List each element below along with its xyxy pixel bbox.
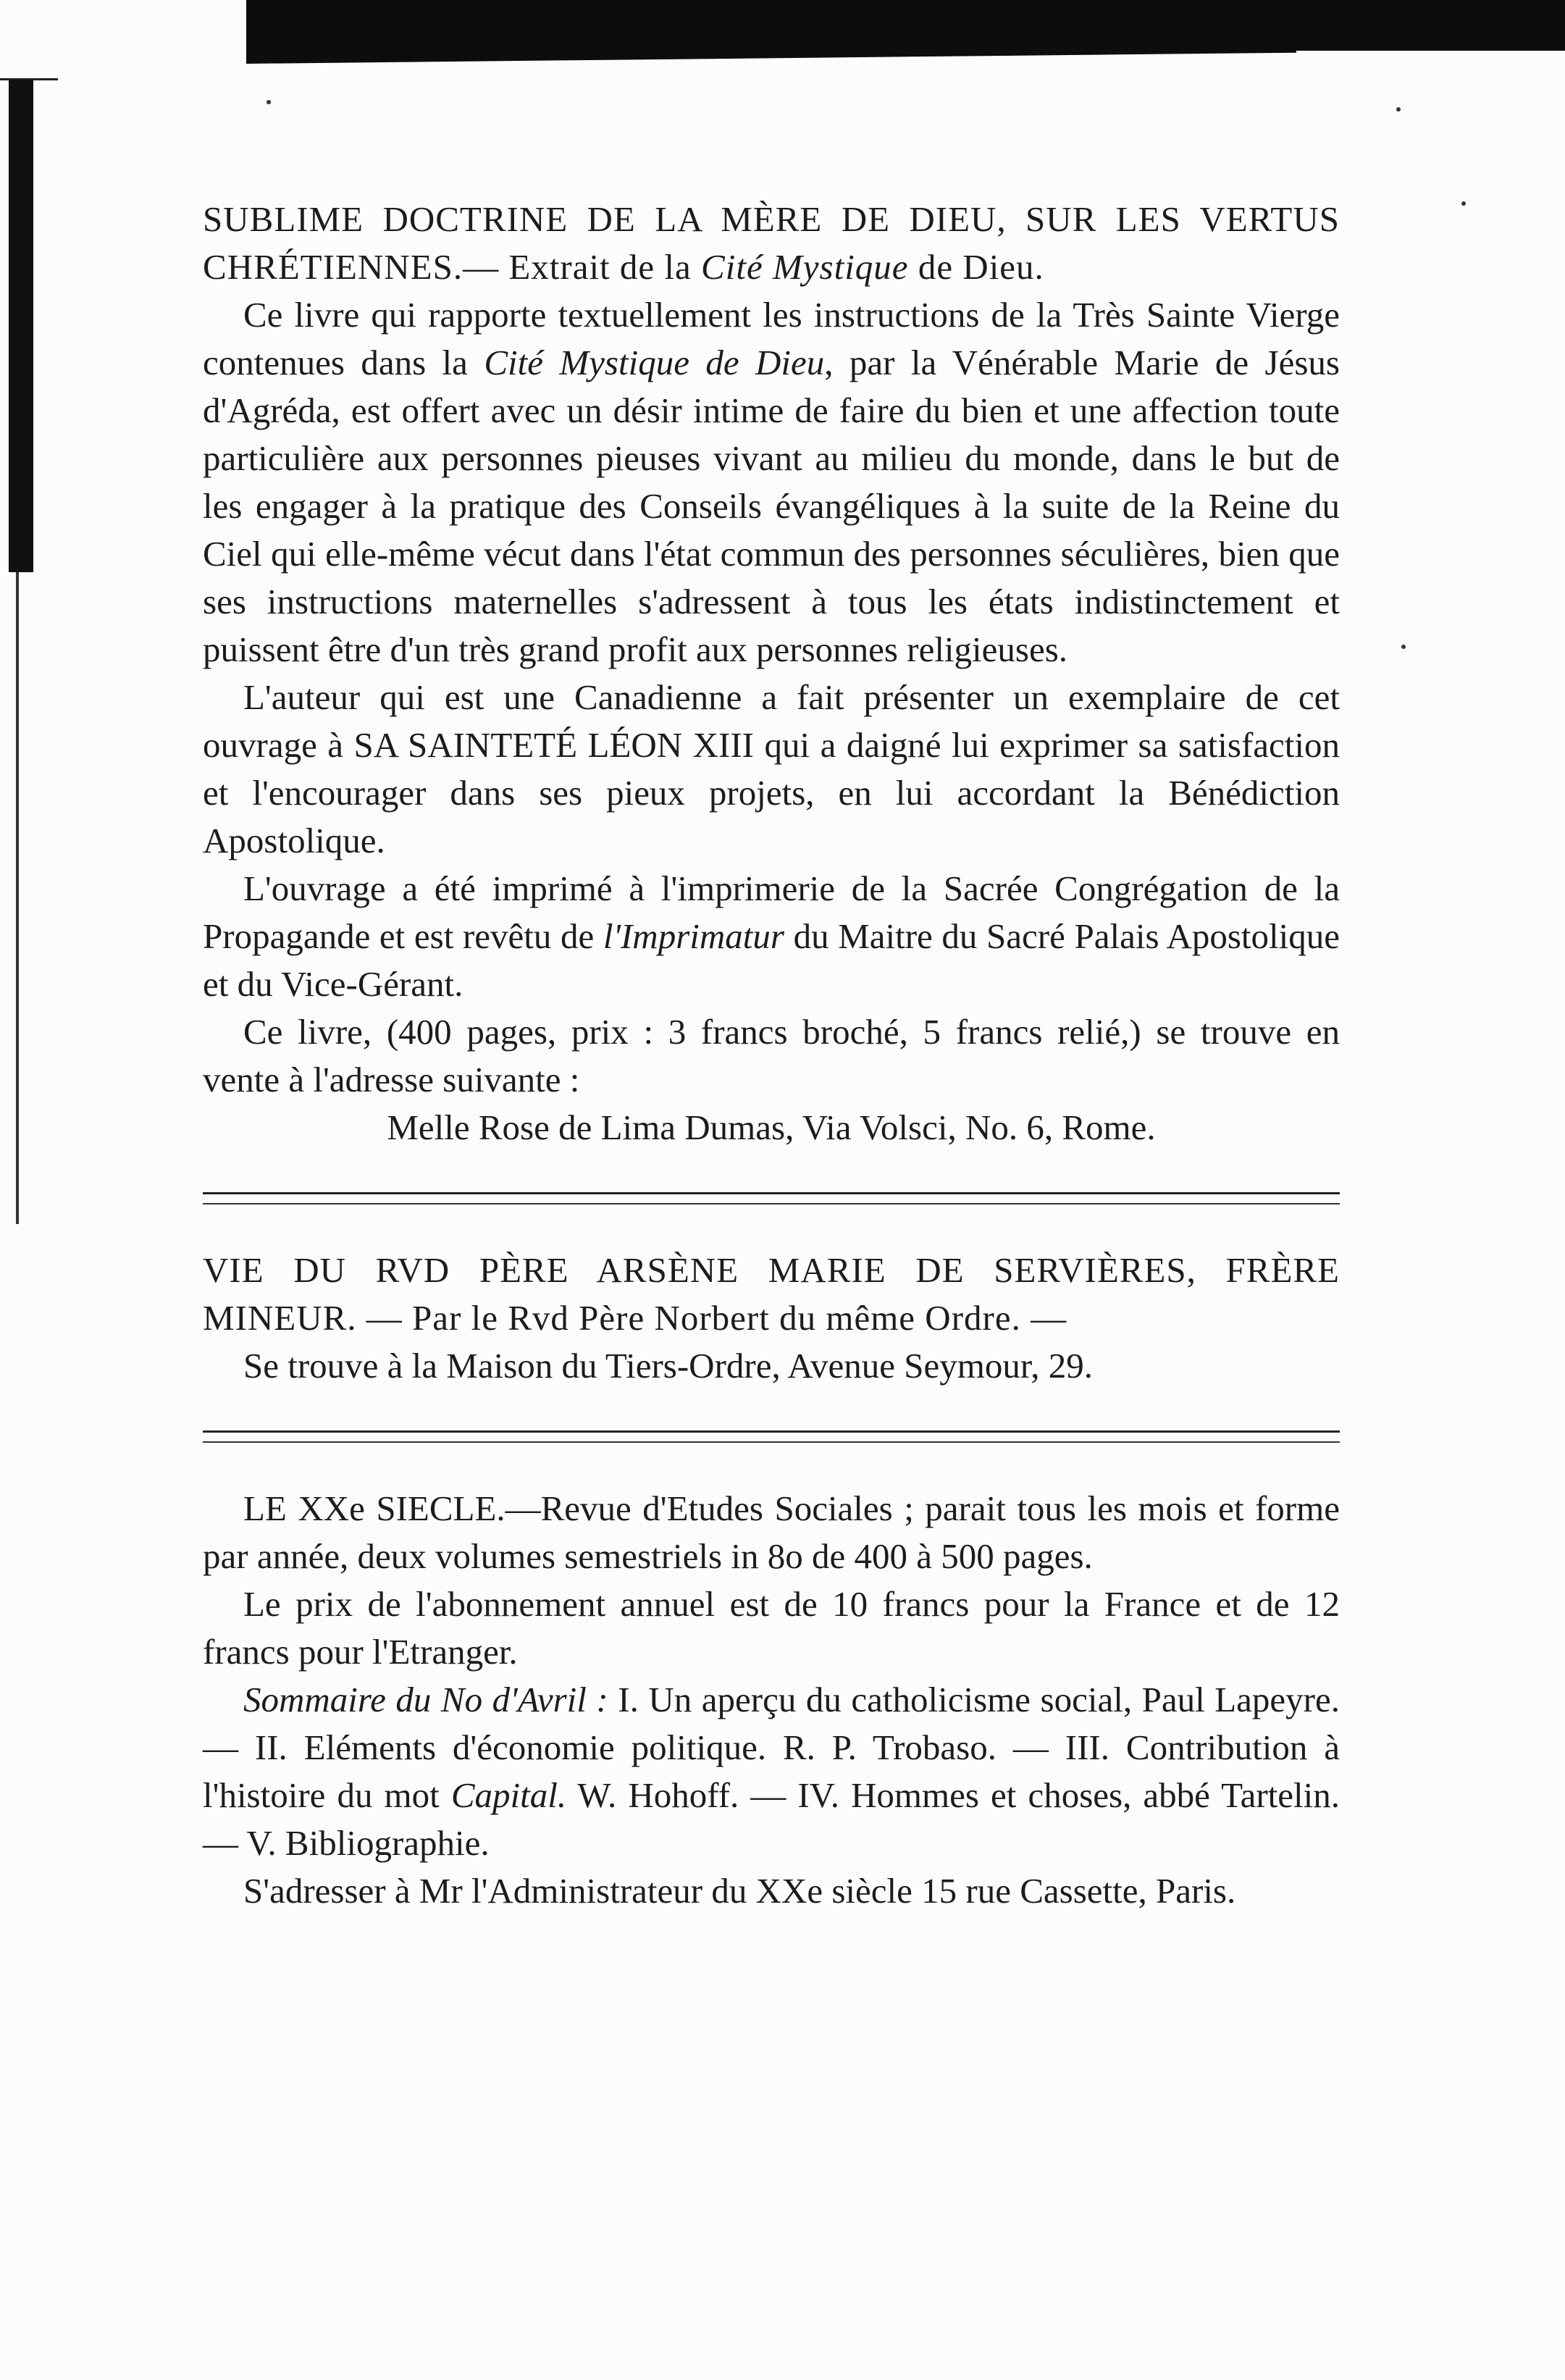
section1-paragraph-1 (203, 291, 1340, 674)
section-le-xxe-siecle (203, 1485, 1340, 1915)
section1-heading-line (203, 196, 1340, 291)
scan-speck (267, 100, 271, 104)
section1-address: Melle Rose de Lima Dumas, Via Volsci, No. 6, Rome. (387, 1107, 1156, 1147)
section-sublime-doctrine (203, 196, 1340, 1152)
scan-edge-top (246, 0, 1565, 51)
section2-paragraph-2: Se trouve à la Maison du Tiers-Ordre, Avenue Seymour, 29. (243, 1346, 1093, 1386)
p3-text-a: L'ouvrage a été imprimé à l'imprimerie de la Sacrée Congrégation de la Propagande et est revêtu de (203, 868, 1340, 956)
p1-text-b: , par la Vénérable Marie de Jésus d'Agréda, est offert avec un désir intime de faire du bien et une affection toute particulière aux personnes pieuses vivant au milieu du monde, dans le but de les engager à la pratique des Conseils évangéliques à la suite de la Reine du Ciel qui elle-même vécut dans l'état commun des personnes séculières, bien que ses instructions maternelles s'adressent à tous les états indistinctement et puissent être d'un très grand profit aux personnes religieuses. (203, 343, 1340, 669)
section2-paragraph-1: VIE DU RVD PÈRE ARSÈNE MARIE DE SERVIÈRES, FRÈRE MINEUR. — Par le Rvd Père Norbert du même Ordre. — (203, 1250, 1340, 1338)
summary-label: Sommaire du No d'Avril : (243, 1680, 608, 1719)
section3-summary (203, 1676, 1340, 1867)
divider-line (203, 1430, 1340, 1433)
p1-title: Cité Mystique de Dieu (484, 343, 825, 382)
divider-line (203, 1192, 1340, 1194)
scan-speck (1461, 201, 1466, 206)
divider-line (203, 1441, 1340, 1443)
section1-heading: SUBLIME DOCTRINE DE LA MÈRE DE DIEU, SUR LES VERTUS CHRÉTIENNES. (203, 199, 1340, 287)
divider (203, 1430, 1340, 1443)
section-vie-du-rvd-pere (203, 1246, 1340, 1390)
scan-edge-left (9, 80, 33, 572)
extract-tail: de Dieu. (908, 247, 1044, 287)
scan-speck (1396, 107, 1401, 112)
section1-paragraph-4: Ce livre, (400 pages, prix : 3 francs broché, 5 francs relié,) se trouve en vente à l'adresse suivante : (203, 1012, 1340, 1099)
scan-edge-left-line (16, 572, 19, 1224)
section3-paragraph-2: Le prix de l'abonnement annuel est de 10 francs pour la France et de 12 francs pour l'Etranger. (203, 1584, 1340, 1672)
section3-paragraph-4: S'adresser à Mr l'Administrateur du XXe siècle 15 rue Cassette, Paris. (243, 1871, 1236, 1911)
summary-text-b: W. Hohoff. — IV. Hommes et choses, abbé Tartelin. — V. Bibliographie. (203, 1775, 1340, 1863)
p3-text-b: du Maitre du Sacré Palais Apostolique et du Vice-Gérant. (203, 916, 1340, 1004)
page-content (203, 196, 1340, 1915)
section1-paragraph-3 (203, 865, 1340, 1008)
section3-paragraph-1: LE XXe SIECLE.—Revue d'Etudes Sociales ; parait tous les mois et forme par année, deux volumes semestriels in 8o de 400 à 500 pages. (203, 1488, 1340, 1576)
scan-speck (1401, 645, 1406, 649)
extract-title: Cité Mystique (701, 247, 909, 287)
scan-edge-top-shadow (246, 51, 1296, 64)
divider-line (203, 1203, 1340, 1204)
p1-text-a: Ce livre qui rapporte textuellement les instructions de la Très Sainte Vierge contenues dans la (203, 295, 1340, 382)
p3-title: l'Imprimatur (603, 916, 784, 956)
summary-text-a: I. Un aperçu du catholicisme social, Paul Lapeyre. — II. Eléments d'économie politique. R. P. Trobaso. — III. Contribution à l'histoire du mot (203, 1680, 1340, 1815)
summary-title: Capital. (450, 1775, 567, 1815)
divider (203, 1192, 1340, 1204)
section1-paragraph-2: L'auteur qui est une Canadienne a fait présenter un exemplaire de cet ouvrage à SA SAINTETÉ LÉON XIII qui a daigné lui exprimer sa satisfaction et l'encourager dans ses pieux projets, en lui accordant la Bénédiction Apostolique. (203, 677, 1340, 860)
extract-lead: — Extrait de la (463, 247, 702, 287)
